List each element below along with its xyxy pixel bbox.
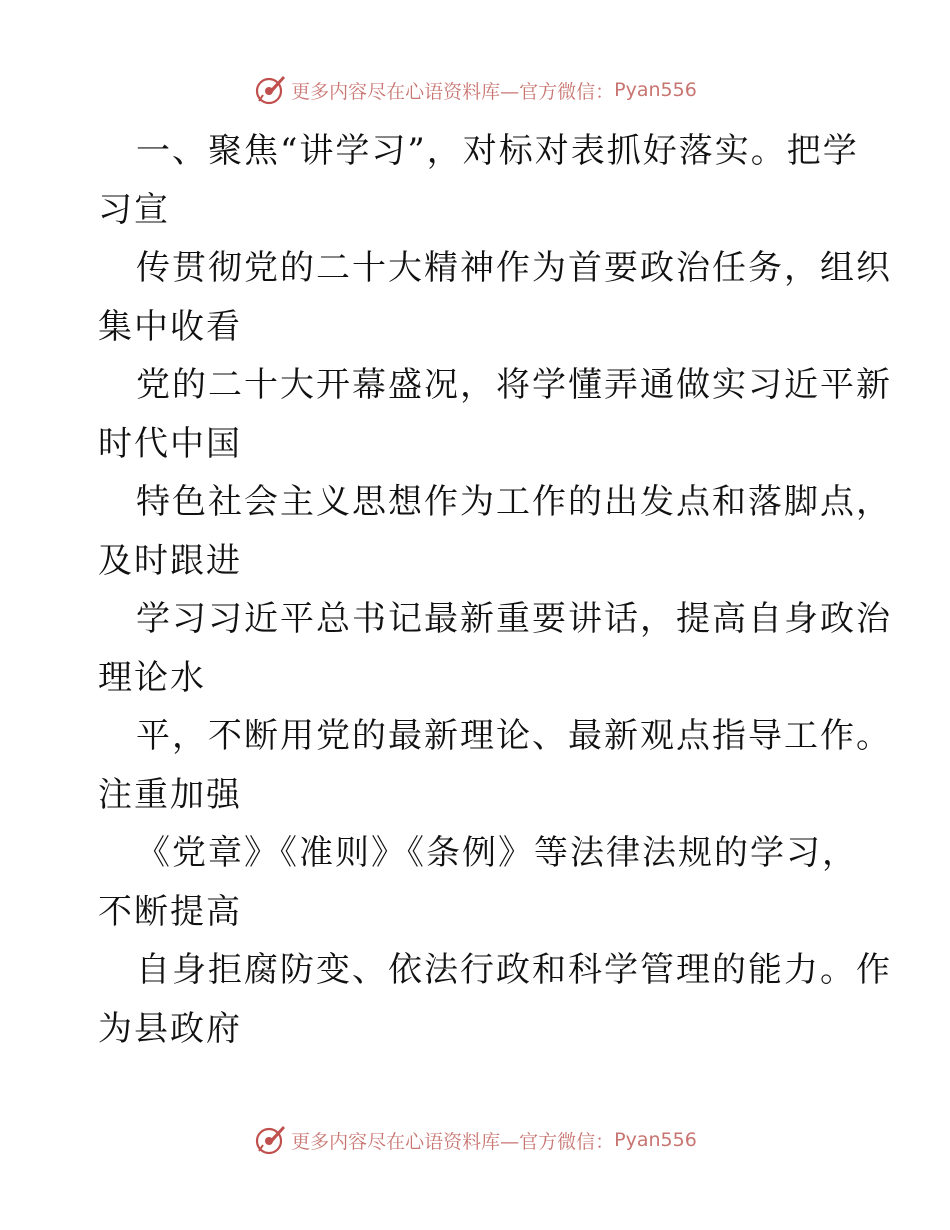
footer-watermark	[0, 1120, 950, 1160]
text-line: 为县政府	[98, 1008, 242, 1049]
text-line: 学习习近平总书记最新重要讲话，提高自身政治	[136, 599, 892, 639]
text-line: 党的二十大开幕盛况，将学懂弄通做实习近平新	[136, 365, 892, 405]
text-line: 平，不断用党的最新理论、最新观点指导工作。	[136, 716, 892, 756]
text-line: 特色社会主义思想作为工作的出发点和落脚点，	[136, 482, 892, 522]
quill-pen-circle-icon	[253, 73, 287, 107]
watermark-text: 更多内容尽在心语资料库—官方微信：	[291, 1130, 615, 1153]
text-line: 习宣	[98, 189, 170, 230]
text-line: 注重加强	[98, 774, 242, 815]
text-line: 自身拒腐防变、依法行政和科学管理的能力。作	[136, 950, 892, 990]
header-watermark	[0, 70, 950, 110]
text-line: 不断提高	[98, 891, 242, 932]
text-line: 《党章》《准则》《条例》等法律法规的学习，	[136, 833, 858, 873]
text-line: 时代中国	[98, 423, 242, 464]
text-line: 一、聚焦“讲学习”，对标对表抓好落实。把学	[136, 131, 859, 171]
text-line: 传贯彻党的二十大精神作为首要政治任务，组织	[136, 248, 892, 288]
text-line: 集中收看	[98, 306, 242, 347]
text-line: 及时跟进	[98, 540, 242, 581]
body-text	[98, 122, 892, 1058]
watermark-handle: Pyan556	[614, 1129, 697, 1151]
quill-pen-circle-icon	[253, 1123, 287, 1157]
text-line: 理论水	[98, 657, 206, 698]
watermark-text: 更多内容尽在心语资料库—官方微信：	[291, 80, 615, 103]
watermark-handle: Pyan556	[614, 79, 697, 101]
